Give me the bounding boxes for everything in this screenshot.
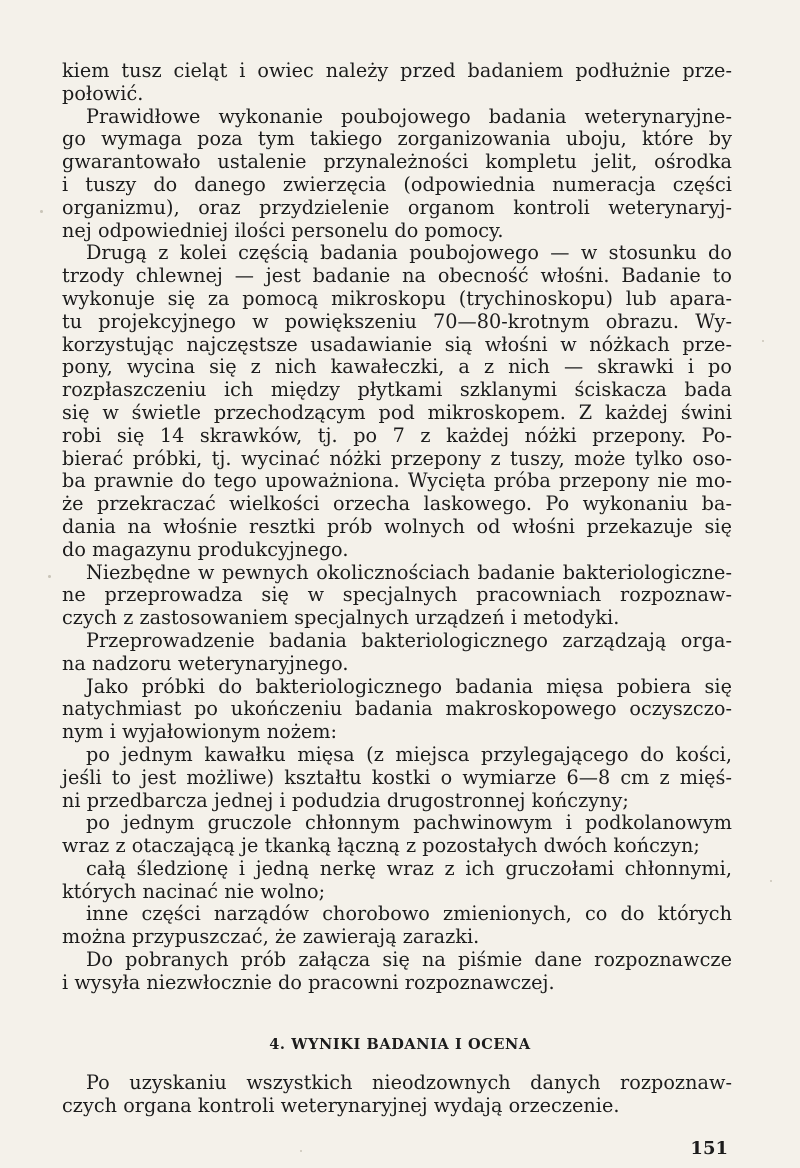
text-line: i tuszy do danego zwierzęcia (odpowiednia numeracja części (62, 172, 732, 196)
text-line: inne części narządów chorobowo zmienionych, co do których (86, 902, 732, 926)
section-heading: 4. WYNIKI BADANIA I OCENA (269, 1036, 531, 1053)
text-line: po jednym kawałku mięsa (z miejsca przylegającego do kości, (86, 742, 732, 766)
text-line: rozpłaszczeniu ich między płytkami szklanymi ściskacza bada (62, 378, 732, 402)
text-line: czych z zastosowaniem specjalnych urządzeń i metodyki. (62, 606, 620, 630)
text-line: do magazynu produkcyjnego. (62, 537, 349, 561)
paragraph (62, 630, 732, 676)
text-line: połowić. (62, 81, 144, 105)
text-line: Niezbędne w pewnych okolicznościach badanie bakteriologiczne- (86, 560, 732, 584)
scan-speck (48, 575, 51, 578)
text-line: bierać próbki, tj. wycinać nóżki przepony z tuszy, może tylko oso- (62, 446, 732, 470)
paragraph (62, 949, 732, 995)
text-line: tu projekcyjnego w powiększeniu 70—80-krotnym obrazu. Wy- (62, 309, 732, 333)
text-line: gwarantowało ustalenie przynależności kompletu jelit, ośrodka (62, 150, 732, 174)
paragraph (62, 858, 732, 904)
text-line: Przeprowadzenie badania bakteriologicznego zarządzają orga- (86, 628, 732, 652)
scan-speck (770, 880, 772, 882)
paragraph (62, 812, 732, 858)
paragraph (62, 562, 732, 630)
text-line: go wymaga poza tym takiego zorganizowania uboju, które by (62, 127, 732, 151)
paragraph (62, 676, 732, 744)
text-line: korzystując najczęstsze usadawianie sią włośni w nóżkach prze- (62, 332, 732, 356)
text-line: czych organa kontroli weterynaryjnej wydają orzeczenie. (62, 1093, 620, 1117)
paragraph (62, 744, 732, 812)
text-line: natychmiast po ukończeniu badania makroskopowego oczyszczo- (62, 697, 732, 721)
text-line: Po uzyskaniu wszystkich nieodzownych danych rozpoznaw- (86, 1071, 732, 1094)
text-line: dania na włośnie resztki prób wolnych od włośni przekazuje się (62, 514, 732, 538)
text-line: ba prawnie do tego upoważniona. Wycięta próba przepony nie mo- (62, 469, 732, 493)
scan-speck (40, 210, 43, 213)
closing-paragraph (62, 1072, 732, 1118)
paragraph (62, 60, 732, 106)
paragraph (62, 242, 732, 561)
text-line: Do pobranych prób załącza się na piśmie dane rozpoznawcze (86, 948, 732, 972)
text-line: Prawidłowe wykonanie poubojowego badania weterynaryjne- (86, 104, 732, 128)
text-line: Jako próbki do bakteriologicznego badania mięsa pobiera się (86, 674, 732, 698)
text-line: można przypuszczać, że zawierają zarazki. (62, 925, 480, 949)
text-line: pony, wycina się z nich kawałeczki, a z nich — skrawki i po (62, 355, 732, 379)
text-line: nym i wyjałowionym nożem: (62, 720, 338, 744)
page-number: 151 (690, 1138, 728, 1159)
paragraph (62, 106, 732, 243)
text-line: na nadzoru weterynaryjnego. (62, 651, 349, 675)
text-line: trzody chlewnej — jest badanie na obecność włośni. Badanie to (62, 264, 732, 288)
text-line: że przekraczać wielkości orzecha laskowego. Po wykonaniu ba- (62, 492, 732, 516)
text-line: kiem tusz cieląt i owiec należy przed badaniem podłużnie prze- (62, 59, 732, 82)
text-line: i wysyła niezwłocznie do pracowni rozpoznawczej. (62, 970, 555, 994)
text-line: ni przedbarcza jednej i podudzia drugostronnej kończyny; (62, 788, 629, 812)
text-line: wykonuje się za pomocą mikroskopu (trychinoskopu) lub apara- (62, 286, 732, 310)
paragraph (62, 903, 732, 949)
text-line: wraz z otaczającą je tkanką łączną z pozostałych dwóch kończyn; (62, 834, 700, 858)
text-line: całą śledzionę i jedną nerkę wraz z ich gruczołami chłonnymi, (86, 856, 732, 880)
body-text (62, 60, 732, 995)
text-line: robi się 14 skrawków, tj. po 7 z każdej nóżki przepony. Po- (62, 423, 732, 447)
text-line: się w świetle przechodzącym pod mikroskopem. Z każdej świni (62, 400, 732, 424)
scan-speck (300, 1150, 302, 1152)
scan-speck (762, 340, 764, 342)
text-line: Drugą z kolei częścią badania poubojowego — w stosunku do (86, 241, 732, 265)
text-line: organizmu), oraz przydzielenie organom kontroli weterynaryj- (62, 195, 732, 219)
text-line: jeśli to jest możliwe) kształtu kostki o wymiarze 6—8 cm z mięś- (62, 765, 732, 789)
text-line: ne przeprowadza się w specjalnych pracowniach rozpoznaw- (62, 583, 732, 607)
text-line: których nacinać nie wolno; (62, 879, 326, 903)
text-line: po jednym gruczole chłonnym pachwinowym i podkolanowym (86, 811, 732, 835)
text-line: nej odpowiedniej ilości personelu do pomocy. (62, 218, 504, 242)
